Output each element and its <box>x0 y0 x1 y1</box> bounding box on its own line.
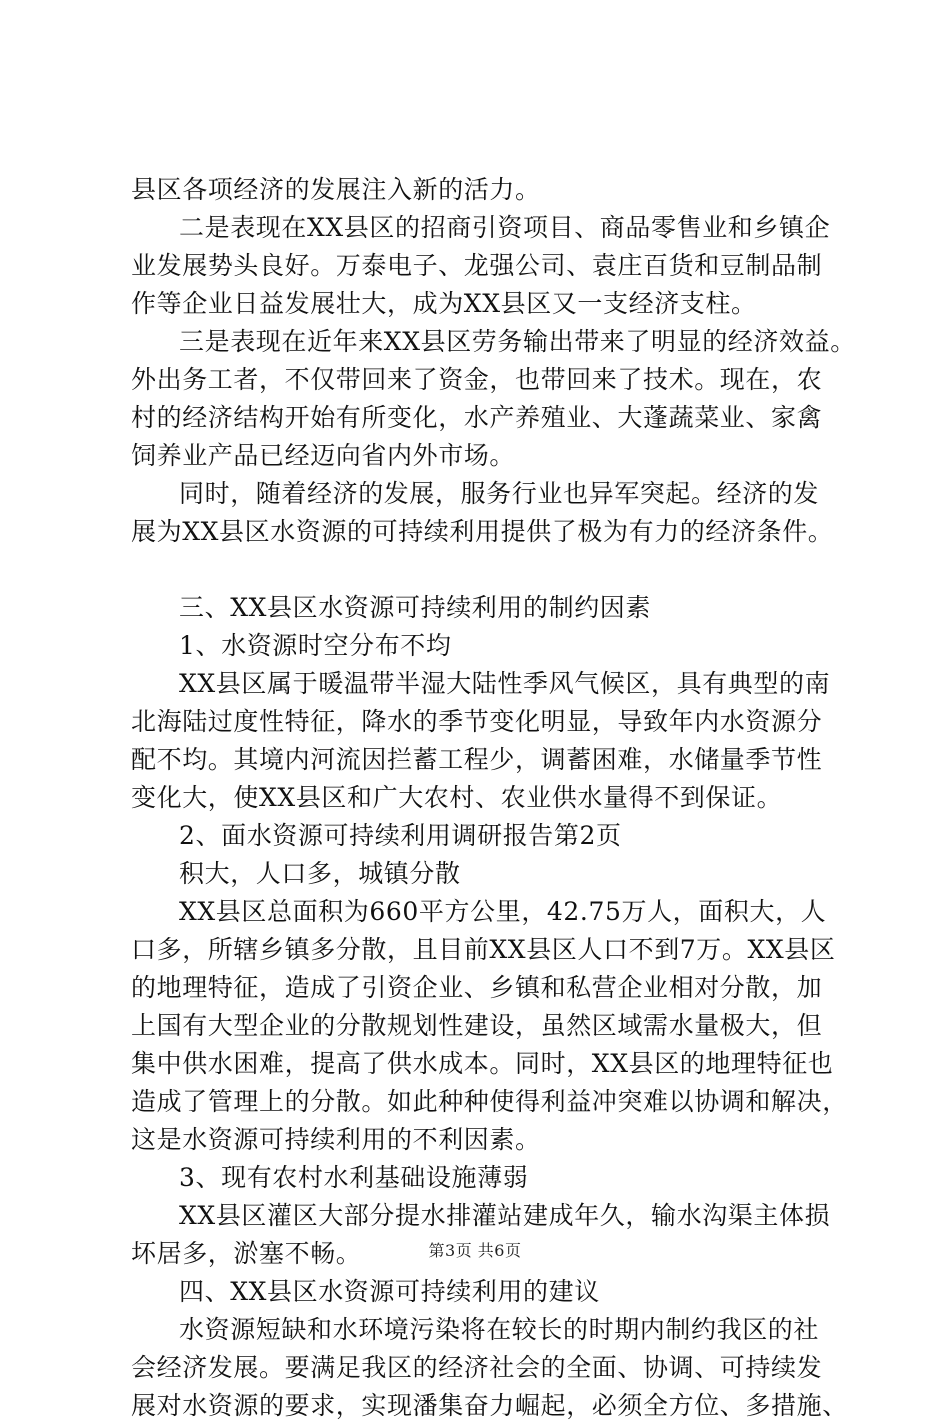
text-line: 造成了管理上的分散。如此种种使得利益冲突难以协调和解决， <box>131 1087 848 1116</box>
text-line: 北海陆过度性特征，降水的季节变化明显，导致年内水资源分 <box>131 707 823 736</box>
text-line: 展为XX县区水资源的可持续利用提供了极为有力的经济条件。 <box>131 517 834 546</box>
text-line: 业发展势头良好。万泰电子、龙强公司、袁庄百货和豆制品制 <box>131 251 823 280</box>
text-line: 作等企业日益发展壮大，成为XX县区又一支经济支柱。 <box>131 289 757 318</box>
text-line: 水资源短缺和水环境污染将在较长的时期内制约我区的社 <box>179 1315 820 1344</box>
text-line: 二是表现在XX县区的招商引资项目、商品零售业和乡镇企 <box>179 213 831 242</box>
text-line: 3、现有农村水利基础设施薄弱 <box>179 1163 529 1192</box>
text-line: XX县区属于暖温带半湿大陆性季风气候区，具有典型的南 <box>179 669 831 698</box>
text-line: 口多，所辖乡镇多分散，且目前XX县区人口不到7万。XX县区 <box>131 935 836 964</box>
text-line: 三是表现在近年来XX县区劳务输出带来了明显的经济效益。 <box>179 327 856 356</box>
text-line: 变化大，使XX县区和广大农村、农业供水量得不到保证。 <box>131 783 783 812</box>
text-line: 三、XX县区水资源可持续利用的制约因素 <box>179 593 651 622</box>
text-line: 四、XX县区水资源可持续利用的建议 <box>179 1277 600 1306</box>
text-line: 上国有大型企业的分散规划性建设，虽然区域需水量极大，但 <box>131 1011 823 1040</box>
text-line: 的地理特征，造成了引资企业、乡镇和私营企业相对分散，加 <box>131 973 823 1002</box>
text-line: 县区各项经济的发展注入新的活力。 <box>131 175 541 204</box>
text-line: 饲养业产品已经迈向省内外市场。 <box>131 441 516 470</box>
text-line: XX县区灌区大部分提水排灌站建成年久，输水沟渠主体损 <box>179 1201 831 1230</box>
text-line: 积大，人口多，城镇分散 <box>179 859 461 888</box>
text-line: 配不均。其境内河流因拦蓄工程少，调蓄困难，水储量季节性 <box>131 745 823 774</box>
blank-line <box>131 551 851 589</box>
text-line: 村的经济结构开始有所变化，水产养殖业、大蓬蔬菜业、家禽 <box>131 403 823 432</box>
text-line: 坏居多，淤塞不畅。 <box>131 1239 362 1268</box>
text-line: 展对水资源的要求，实现潘集奋力崛起，必须全方位、多措施、 <box>131 1391 848 1420</box>
text-line: 会经济发展。要满足我区的经济社会的全面、协调、可持续发 <box>131 1353 823 1382</box>
text-line: XX县区总面积为660平方公里，42.75万人，面积大，人 <box>179 897 827 926</box>
document-body <box>131 171 856 1425</box>
page-footer: 第3页 共6页 <box>428 1241 522 1260</box>
text-line: 这是水资源可持续利用的不利因素。 <box>131 1125 541 1154</box>
text-line: 外出务工者，不仅带回来了资金，也带回来了技术。现在，农 <box>131 365 823 394</box>
text-line: 2、面水资源可持续利用调研报告第2页 <box>179 821 622 850</box>
text-line: 集中供水困难，提高了供水成本。同时，XX县区的地理特征也 <box>131 1049 834 1078</box>
text-line: 同时，随着经济的发展，服务行业也异军突起。经济的发 <box>179 479 820 508</box>
text-line: 1、水资源时空分布不均 <box>179 631 452 660</box>
